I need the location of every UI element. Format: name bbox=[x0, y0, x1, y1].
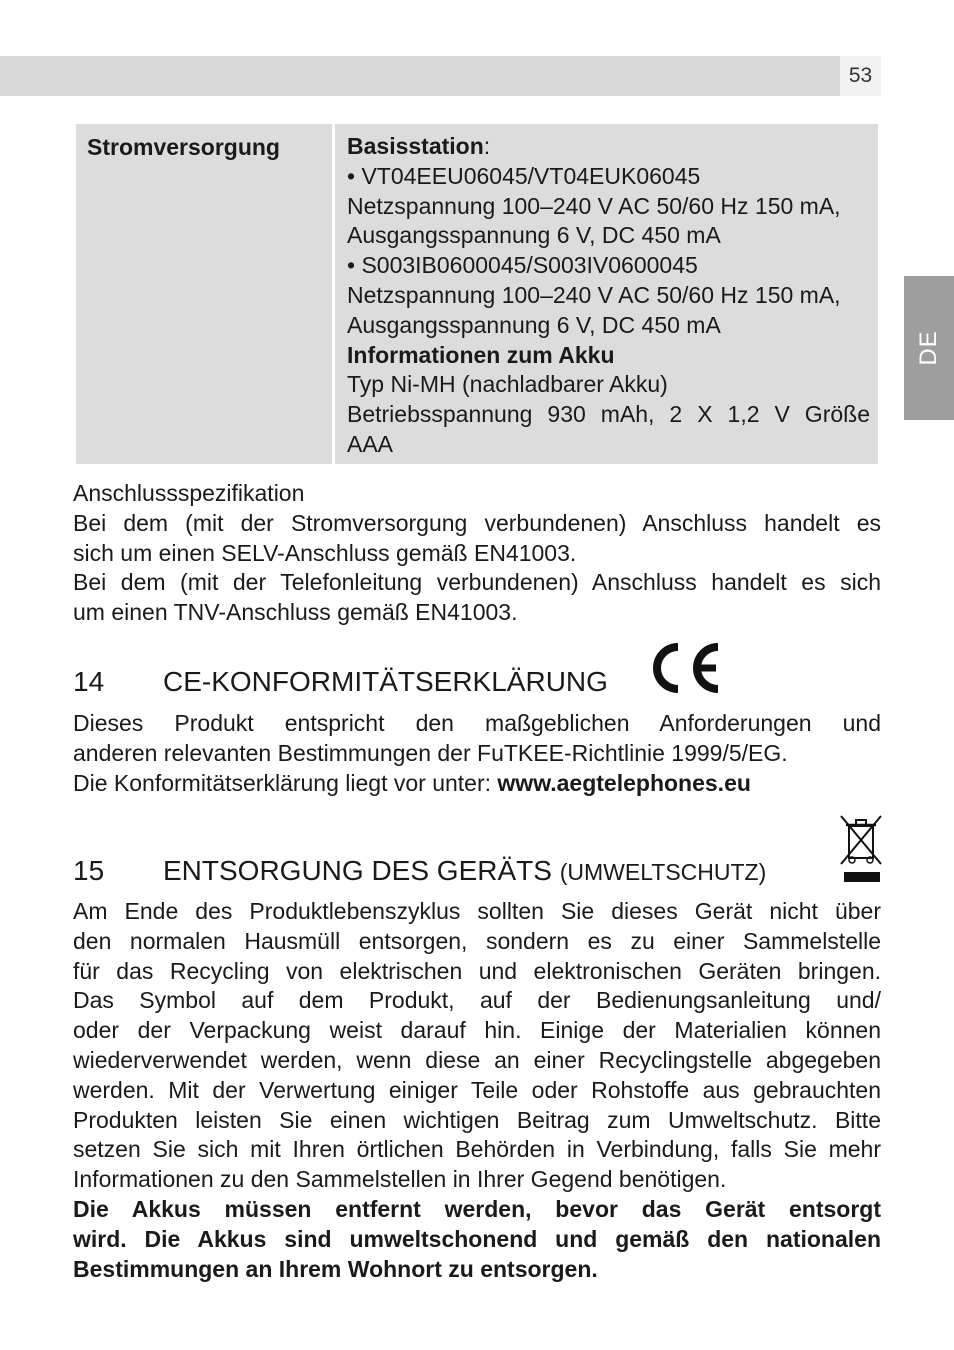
body-line: werden. Mit der Verwertung einiger Teile oder Rohstoffe aus gebrauchten bbox=[73, 1076, 881, 1103]
body-line: Das Symbol auf dem Produkt, auf der Bedienungsanleitung und/ bbox=[73, 987, 881, 1014]
spec-line: • VT04EEU06045/VT04EUK06045 bbox=[347, 162, 701, 189]
language-tab bbox=[904, 276, 954, 420]
spec-line: Ausgangsspannung 6 V, DC 450 mA bbox=[347, 222, 721, 249]
body-line: anderen relevanten Bestimmungen der FuTKEE-Richtlinie 1999/5/EG. bbox=[73, 739, 788, 766]
body-line: oder der Verpackung weist darauf hin. Einige der Materialien können bbox=[73, 1017, 881, 1044]
battery-size: AAA bbox=[347, 430, 394, 457]
spec-label-cell bbox=[76, 124, 332, 464]
warning-line: Bestimmungen an Ihrem Wohnort zu entsorgen. bbox=[73, 1255, 598, 1282]
spec-line: Netzspannung 100–240 V AC 50/60 Hz 150 mA, bbox=[347, 281, 841, 308]
connection-title: Anschlussspezifikation bbox=[73, 480, 305, 506]
website-link[interactable]: www.aegtelephones.eu bbox=[497, 769, 751, 796]
section-title: CE-KONFORMITÄTSERKLÄRUNG bbox=[163, 666, 608, 697]
section-title: ENTSORGUNG DES GERÄTS bbox=[163, 855, 552, 886]
warning-line: wird. Die Akkus sind umweltschonend und gemäß den nationalen bbox=[73, 1225, 881, 1252]
body-line: wiederverwendet werden, wenn diese an einer Recyclingstelle abgegeben bbox=[73, 1046, 881, 1073]
body-line: für das Recycling von elektrischen und elektronischen Geräten bringen. bbox=[73, 957, 881, 984]
battery-type: Typ Ni-MH (nachladbarer Akku) bbox=[347, 371, 668, 398]
connection-section bbox=[73, 479, 881, 628]
spec-line: Netzspannung 100–240 V AC 50/60 Hz 150 mA, bbox=[347, 192, 841, 219]
connection-text: sich um einen SELV-Anschluss gemäß EN41003. bbox=[73, 539, 577, 566]
battery-heading: Informationen zum Akku bbox=[347, 341, 615, 368]
body-line: Informationen zu den Sammelstellen in Ihrer Gegend benötigen. bbox=[73, 1166, 727, 1193]
crossed-bin-icon bbox=[838, 812, 884, 886]
body-line: setzen Sie sich mit Ihren örtlichen Behörden in Verbindung, falls Sie mehr bbox=[73, 1136, 881, 1163]
body-line: den normalen Hausmüll entsorgen, sondern es zu einer Sammelstelle bbox=[73, 927, 881, 954]
section-number: 14 bbox=[73, 666, 105, 697]
spec-value-cell bbox=[335, 124, 878, 464]
body-line: Dieses Produkt entspricht den maßgeblichen Anforderungen und bbox=[73, 710, 881, 736]
connection-text: Bei dem (mit der Stromversorgung verbundenen) Anschluss handelt es bbox=[73, 509, 881, 536]
body-line: Am Ende des Produktlebenszyklus sollten Sie dieses Gerät nicht über bbox=[73, 898, 881, 924]
section-14-heading bbox=[73, 664, 608, 700]
spec-line: Ausgangsspannung 6 V, DC 450 mA bbox=[347, 311, 721, 338]
language-tab-label: DE bbox=[915, 330, 942, 366]
body-line: Die Konformitätserklärung liegt vor unter: www.aegtelephones.eu bbox=[73, 769, 751, 796]
battery-voltage: Betriebsspannung 930 mAh, 2 X 1,2 V Größe bbox=[347, 401, 870, 428]
ce-mark-icon bbox=[640, 640, 722, 696]
body-line: Produkten leisten Sie einen wichtigen Beitrag zum Umweltschutz. Bitte bbox=[73, 1106, 881, 1133]
warning-line: Die Akkus müssen entfernt werden, bevor das Gerät entsorgt bbox=[73, 1195, 881, 1222]
section-14-body bbox=[73, 709, 881, 798]
spec-label: Stromversorgung bbox=[87, 134, 280, 160]
section-number: 15 bbox=[73, 855, 105, 886]
spec-line: • S003IB0600045/S003IV0600045 bbox=[347, 252, 698, 279]
spec-table bbox=[76, 124, 878, 464]
connection-text: um einen TNV-Anschluss gemäß EN41003. bbox=[73, 599, 518, 626]
header-bar bbox=[0, 56, 840, 96]
section-15-body bbox=[73, 897, 881, 1284]
base-station-heading: Basisstation: bbox=[347, 133, 491, 159]
section-15-heading bbox=[73, 853, 766, 890]
connection-text: Bei dem (mit der Telefonleitung verbundenen) Anschluss handelt es sich bbox=[73, 569, 881, 596]
section-title-suffix: (UMWELTSCHUTZ) bbox=[559, 859, 767, 885]
page-number: 53 bbox=[840, 56, 881, 96]
